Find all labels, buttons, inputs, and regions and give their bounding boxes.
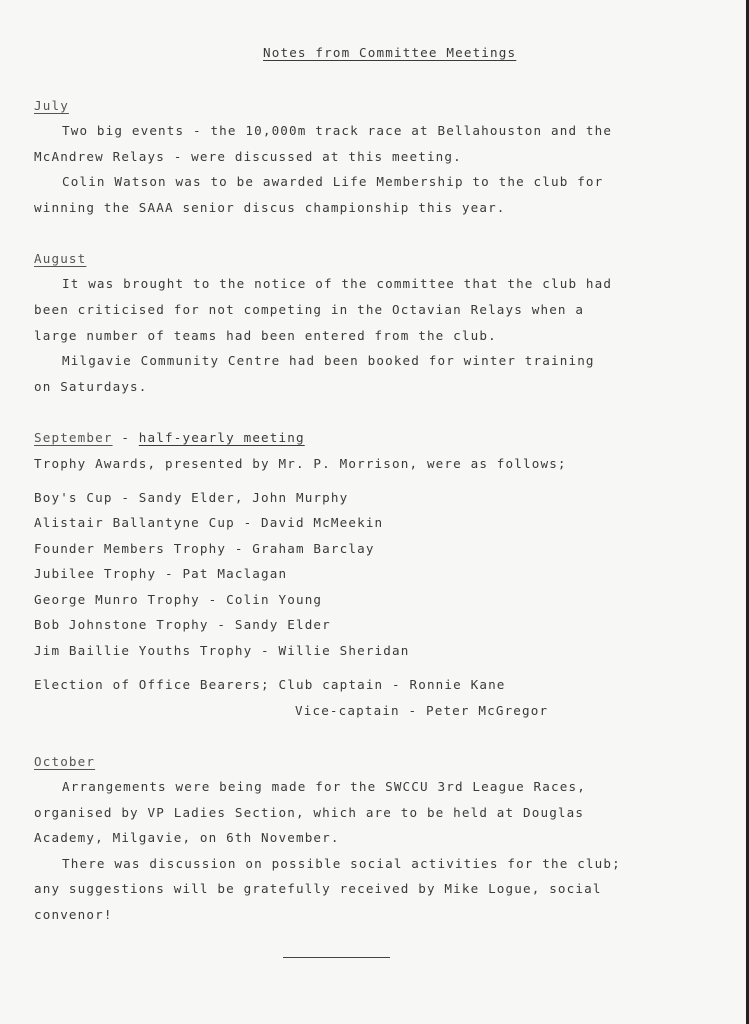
section-subheading: half-yearly meeting xyxy=(138,430,305,445)
election-line: Election of Office Bearers; Club captain - Ronnie Kane xyxy=(34,677,506,692)
trophy-list-item: Jim Baillie Youths Trophy - Willie Sheridan xyxy=(34,643,410,658)
trophy-intro: Trophy Awards, presented by Mr. P. Morrison, were as follows; xyxy=(34,456,567,471)
trophy-list-item: Bob Johnstone Trophy - Sandy Elder xyxy=(34,617,331,632)
paragraph-line: winning the SAAA senior discus championship this year. xyxy=(34,200,506,215)
paragraph-line: Two big events - the 10,000m track race at Bellahouston and the xyxy=(62,123,613,138)
trophy-list-item: Boy's Cup - Sandy Elder, John Murphy xyxy=(34,490,349,505)
paragraph-line: on Saturdays. xyxy=(34,379,148,394)
section-heading-september: September xyxy=(34,430,113,445)
paragraph-line: been criticised for not competing in the Octavian Relays when a xyxy=(34,302,585,317)
trophy-list-item: Founder Members Trophy - Graham Barclay xyxy=(34,541,375,556)
section-heading-july: July xyxy=(34,98,69,113)
paragraph-line: Milgavie Community Centre had been booked for winter training xyxy=(62,353,595,368)
section-heading-august: August xyxy=(34,251,87,266)
paragraph-line: Colin Watson was to be awarded Life Membership to the club for xyxy=(62,174,604,189)
election-line: Vice-captain - Peter McGregor xyxy=(295,703,549,718)
end-divider xyxy=(283,957,390,958)
trophy-list-item: Alistair Ballantyne Cup - David McMeekin xyxy=(34,515,384,530)
section-heading-october: October xyxy=(34,754,96,769)
heading-separator: - xyxy=(112,430,139,445)
paragraph-line: large number of teams had been entered from the club. xyxy=(34,328,497,343)
paragraph-line: Arrangements were being made for the SWCCU 3rd League Races, xyxy=(62,779,586,794)
paragraph-line: any suggestions will be gratefully received by Mike Logue, social xyxy=(34,881,602,896)
trophy-list-item: Jubilee Trophy - Pat Maclagan xyxy=(34,566,288,581)
paragraph-line: McAndrew Relays - were discussed at this meeting. xyxy=(34,149,462,164)
paragraph-line: It was brought to the notice of the committee that the club had xyxy=(62,276,613,291)
paragraph-line: There was discussion on possible social activities for the club; xyxy=(62,856,621,871)
paragraph-line: convenor! xyxy=(34,907,113,922)
paragraph-line: organised by VP Ladies Section, which are to be held at Douglas xyxy=(34,805,585,820)
paragraph-line: Academy, Milgavie, on 6th November. xyxy=(34,830,340,845)
trophy-list-item: George Munro Trophy - Colin Young xyxy=(34,592,323,607)
page-title: Notes from Committee Meetings xyxy=(263,45,517,60)
section-heading-september-row xyxy=(34,430,305,446)
